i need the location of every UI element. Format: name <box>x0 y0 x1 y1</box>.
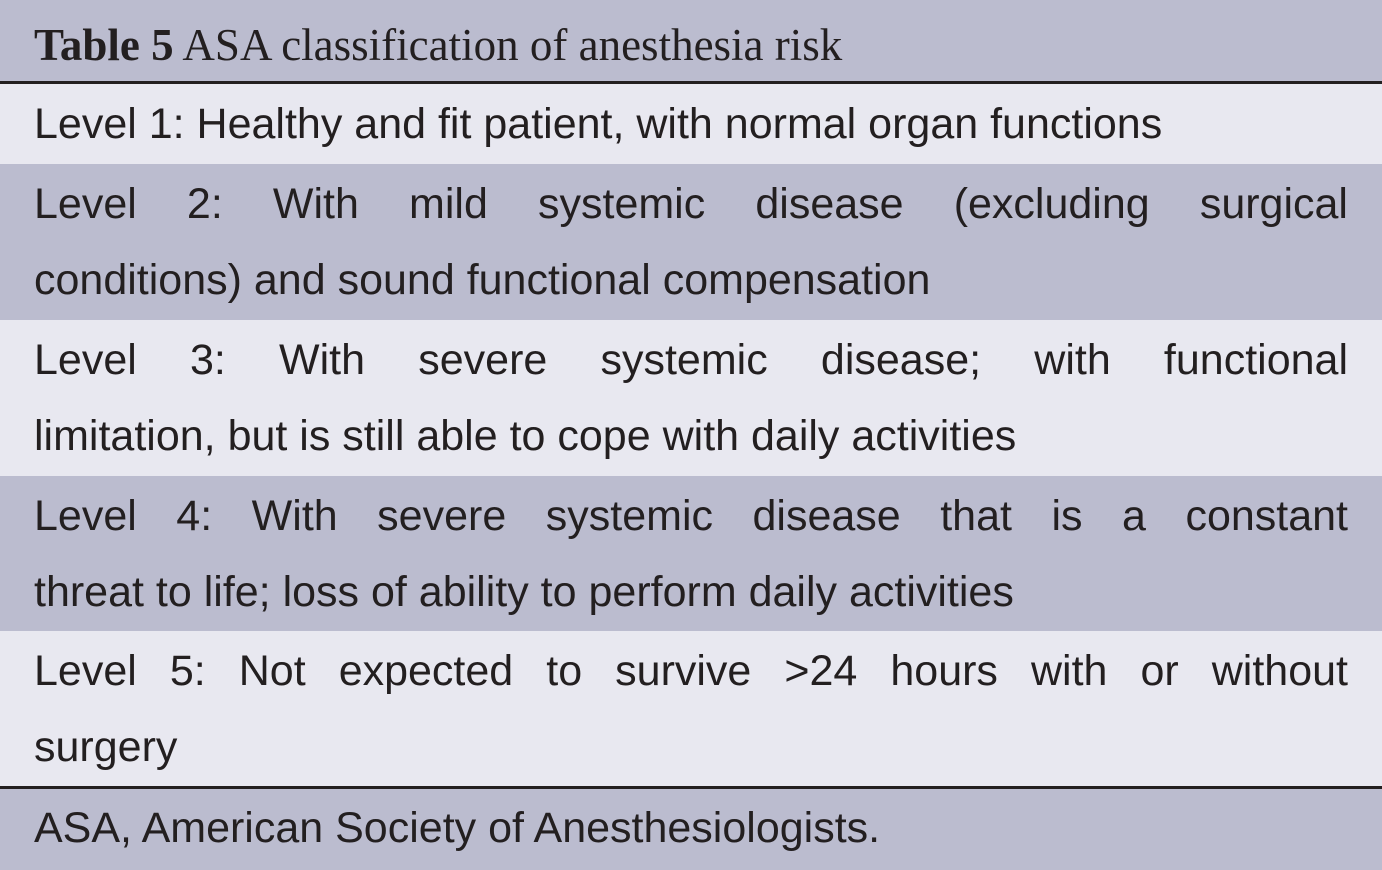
row-text-line: limitation, but is still able to cope with daily activities <box>34 412 1017 460</box>
row-text-line: conditions) and sound functional compensation <box>34 256 931 304</box>
table-row-level-3 <box>0 320 1382 476</box>
table-title <box>0 0 1382 82</box>
table-row-level-5 <box>0 631 1382 786</box>
table-title-text: ASA classification of anesthesia risk <box>182 20 843 70</box>
table-row-level-1 <box>0 84 1382 164</box>
table-number: Table 5 <box>34 20 174 70</box>
footnote-text: ASA, American Society of Anesthesiologists. <box>34 804 881 852</box>
table-footnote <box>0 789 1382 870</box>
row-text-line: Level 2: With mild systemic disease (excluding surgical <box>34 180 1348 228</box>
row-text-line: Level 3: With severe systemic disease; with functional <box>34 336 1348 384</box>
row-text-line: Level 4: With severe systemic disease that is a constant <box>34 492 1348 540</box>
table-row-level-2 <box>0 164 1382 320</box>
row-text-line: Level 5: Not expected to survive >24 hours with or without <box>34 647 1348 695</box>
row-text-line: Level 1: Healthy and fit patient, with normal organ functions <box>34 100 1163 148</box>
row-text-line: surgery <box>34 723 178 771</box>
row-text-line: threat to life; loss of ability to perform daily activities <box>34 568 1014 616</box>
table-row-level-4 <box>0 476 1382 631</box>
